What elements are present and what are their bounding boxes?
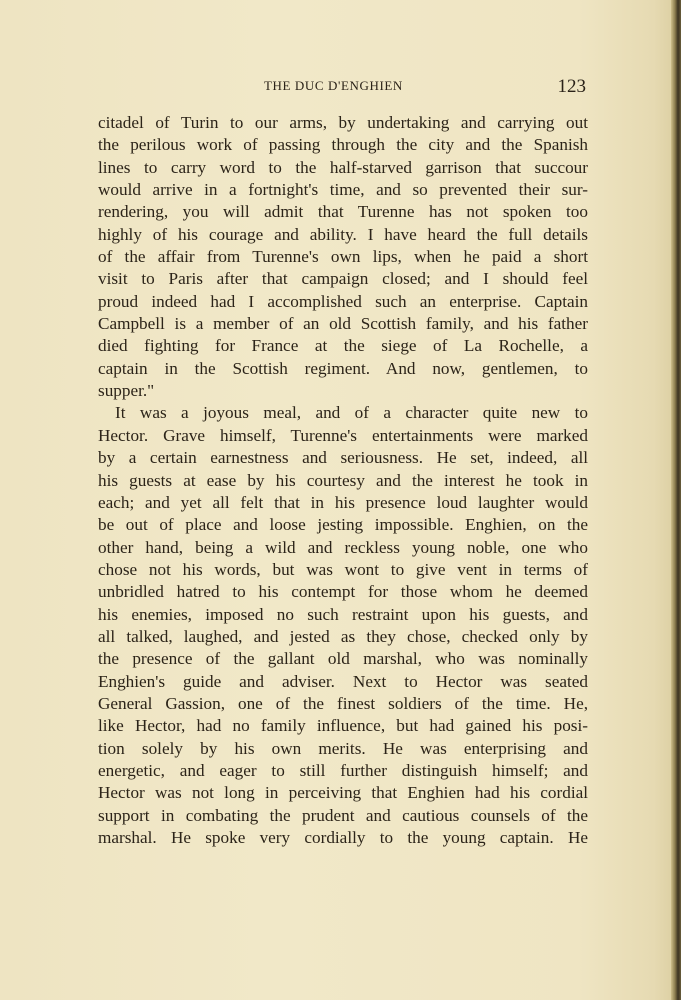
text-line: energetic, and eager to still further distinguish himself; and <box>98 760 588 780</box>
text-line: be out of place and loose jesting impossible. Enghien, on the <box>98 515 588 535</box>
text-line: unbridled hatred to his contempt for those whom he deemed <box>98 582 588 602</box>
text-line: Enghien's guide and adviser. Next to Hector was seated <box>98 671 588 691</box>
text-line: supper." <box>98 381 155 401</box>
running-title: THE DUC D'ENGHIEN <box>264 78 403 93</box>
text-line: each; and yet all felt that in his presence loud laughter would <box>98 492 588 512</box>
text-line: rendering, you will admit that Turenne has not spoken too <box>98 202 588 222</box>
text-line: all talked, laughed, and jested as they chose, checked only by <box>98 626 588 646</box>
text-line: of the affair from Turenne's own lips, when he paid a short <box>98 247 588 267</box>
text-line: lines to carry word to the half-starved garrison that succour <box>98 157 588 177</box>
text-line: the perilous work of passing through the city and the Spanish <box>98 135 588 155</box>
text-line: Hector was not long in perceiving that Enghien had his cordial <box>98 783 588 803</box>
text-line: other hand, being a wild and reckless young noble, one who <box>98 537 588 557</box>
text-line: marshal. He spoke very cordially to the young captain. He <box>98 828 588 847</box>
text-line: Hector. Grave himself, Turenne's entertainments were marked <box>98 425 588 445</box>
page-number: 123 <box>557 76 586 97</box>
text-line-paragraph-start: It was a joyous meal, and of a character quite new to <box>115 403 588 423</box>
text-line: support in combating the prudent and cautious counsels of the <box>98 805 588 825</box>
body-text <box>98 112 588 849</box>
text-line: died fighting for France at the siege of La Rochelle, a <box>98 336 588 356</box>
text-line: his guests at ease by his courtesy and the interest he took in <box>98 470 588 490</box>
text-line: by a certain earnestness and seriousness. He set, indeed, all <box>98 448 588 468</box>
text-line: highly of his courage and ability. I have heard the full details <box>98 224 588 244</box>
page-edge-shadow <box>671 0 681 1000</box>
text-line: his enemies, imposed no such restraint upon his guests, and <box>98 604 588 624</box>
text-line: captain in the Scottish regiment. And now, gentlemen, to <box>98 358 588 378</box>
text-line: tion solely by his own merits. He was enterprising and <box>98 738 588 758</box>
text-line: like Hector, had no family influence, but had gained his posi- <box>98 716 588 736</box>
text-line: chose not his words, but was wont to give vent in terms of <box>98 559 588 579</box>
page-header <box>98 76 586 98</box>
text-line: proud indeed had I accomplished such an enterprise. Captain <box>98 291 588 311</box>
text-line: General Gassion, one of the finest soldiers of the time. He, <box>98 693 588 713</box>
text-line: visit to Paris after that campaign closed; and I should feel <box>98 269 588 289</box>
text-line: Campbell is a member of an old Scottish family, and his father <box>98 314 588 334</box>
text-line: would arrive in a fortnight's time, and so prevented their sur- <box>98 180 588 200</box>
text-line: the presence of the gallant old marshal, who was nominally <box>98 649 588 669</box>
text-line: citadel of Turin to our arms, by undertaking and carrying out <box>98 113 588 132</box>
